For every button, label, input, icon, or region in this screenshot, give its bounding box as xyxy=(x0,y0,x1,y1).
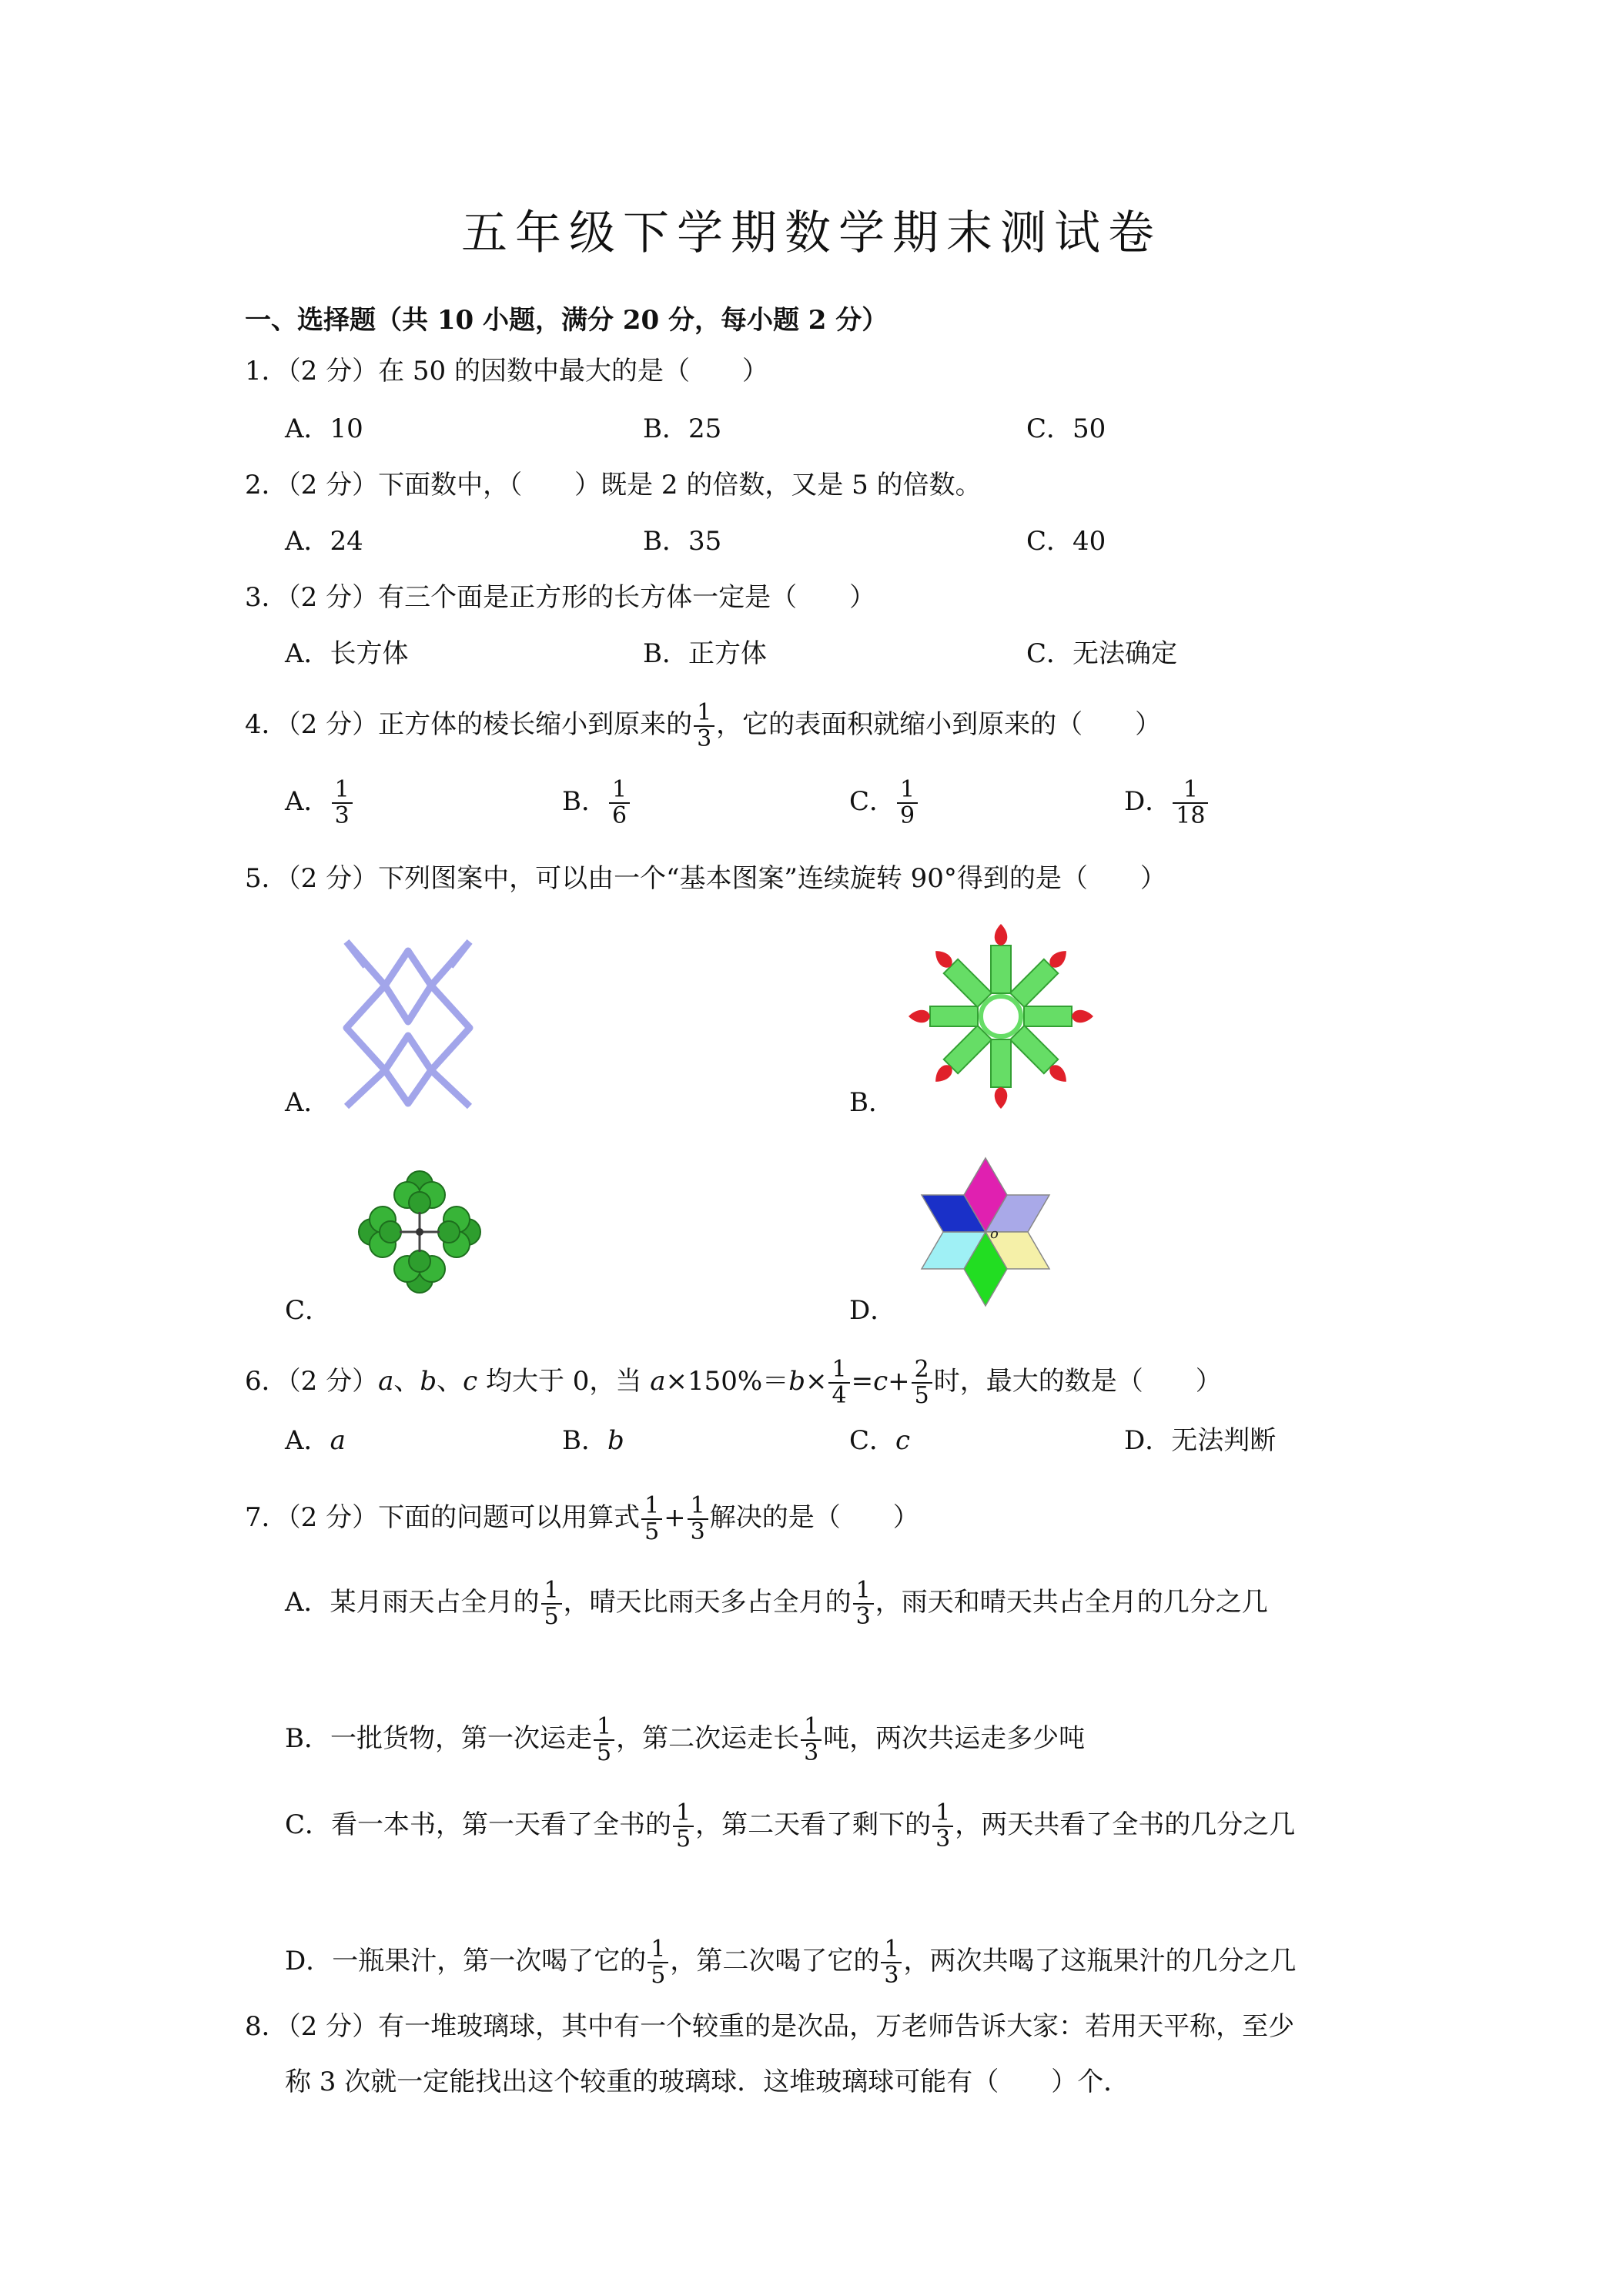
q3-option-c[interactable]: C．无法确定 xyxy=(1026,638,1178,669)
q4-stem-pre: 4．（2 分）正方体的棱长缩小到原来的 xyxy=(245,709,693,740)
fraction-numerator: 1 xyxy=(832,1356,847,1383)
figure-a-lattice xyxy=(339,935,477,1109)
option-text: D．一瓶果汁，第一次喝了它的 xyxy=(285,1946,647,1976)
q7-option-a[interactable] xyxy=(285,1578,1268,1629)
q1-option-b[interactable]: B．25 xyxy=(643,413,722,444)
fraction-numerator: 1 xyxy=(597,1713,612,1740)
option-fraction xyxy=(332,778,353,828)
option-fraction xyxy=(594,1715,614,1766)
q2-option-b[interactable]: B．35 xyxy=(643,526,722,557)
question-3: 3．（2 分）有三个面是正方形的长方体一定是（ ） xyxy=(245,582,876,613)
fraction-numerator: 1 xyxy=(644,1492,660,1519)
var-b: b xyxy=(420,1366,437,1397)
option-text: ，两次共喝了这瓶果汁的几分之几 xyxy=(903,1946,1297,1976)
option-fraction xyxy=(801,1715,822,1766)
figure-c-clovers xyxy=(339,1147,500,1317)
question-6 xyxy=(245,1357,1222,1408)
q2-option-c[interactable]: C．40 xyxy=(1026,526,1106,557)
option-fraction xyxy=(673,1801,694,1852)
option-label: A． xyxy=(285,1425,330,1456)
section-heading: 一、选择题（共 10 小题，满分 20 分，每小题 2 分） xyxy=(245,305,888,336)
option-fraction xyxy=(541,1578,562,1629)
var-c: c xyxy=(873,1366,888,1397)
fraction-denominator: 5 xyxy=(648,1962,668,1988)
fraction-denominator: 6 xyxy=(609,802,630,828)
option-fraction xyxy=(609,778,630,828)
question-5: 5．（2 分）下列图案中，可以由一个“基本图案”连续旋转 90°得到的是（ ） xyxy=(245,863,1166,894)
fraction-denominator: 9 xyxy=(897,802,918,828)
fraction-denominator: 5 xyxy=(673,1826,694,1852)
q6-option-a[interactable] xyxy=(285,1424,346,1458)
fraction-numerator: 1 xyxy=(855,1577,871,1604)
option-text: B．一批货物，第一次运走 xyxy=(285,1723,592,1754)
fraction-numerator: 1 xyxy=(676,1799,691,1826)
option-text: ，第二次运走长 xyxy=(616,1723,800,1754)
var-a: a xyxy=(378,1366,394,1397)
option-fraction xyxy=(881,1937,902,1988)
var-c: c xyxy=(463,1366,478,1397)
fraction-denominator: 3 xyxy=(688,1518,708,1545)
fraction-denominator: 4 xyxy=(828,1382,849,1408)
fraction-numerator: 2 xyxy=(914,1356,929,1383)
option-value: b xyxy=(607,1425,624,1456)
q6-option-d[interactable]: D．无法判断 xyxy=(1124,1425,1277,1456)
option-text: 吨，两次共运走多少吨 xyxy=(823,1723,1086,1754)
q1-option-c[interactable]: C．50 xyxy=(1026,413,1106,444)
q6-plus: + xyxy=(888,1366,910,1397)
option-text: ，第二次喝了它的 xyxy=(670,1946,880,1976)
fraction-denominator: 5 xyxy=(541,1603,562,1629)
q7-fraction-1 xyxy=(641,1494,662,1545)
option-fraction xyxy=(932,1801,953,1852)
q6-sep: 、 xyxy=(437,1366,463,1397)
q6-mid: 均大于 0，当 xyxy=(477,1366,651,1397)
q6-option-b[interactable] xyxy=(562,1424,624,1458)
question-2: 2．（2 分）下面数中，（ ）既是 2 的倍数，又是 5 的倍数。 xyxy=(245,470,982,500)
option-text: ，第二天看了剩下的 xyxy=(695,1809,932,1840)
fraction-numerator: 1 xyxy=(884,1936,899,1963)
page-title: 五年级下学期数学期末测试卷 xyxy=(461,206,1162,260)
q6-times150: ×150%＝ xyxy=(665,1366,789,1397)
q5-option-b[interactable]: B． xyxy=(849,1087,895,1118)
var-a: a xyxy=(650,1366,666,1397)
fraction-numerator: 1 xyxy=(900,776,915,803)
fraction-denominator: 5 xyxy=(594,1739,614,1766)
q6-option-c[interactable] xyxy=(849,1424,910,1458)
q5-option-c[interactable]: C． xyxy=(285,1295,332,1326)
fraction-denominator: 5 xyxy=(641,1518,662,1545)
option-label: B． xyxy=(562,1425,607,1456)
option-text: ，晴天比雨天多占全月的 xyxy=(563,1587,852,1618)
option-text: ，雨天和晴天共占全月的几分之几 xyxy=(875,1587,1268,1618)
q6-number: 6．（2 分） xyxy=(245,1366,379,1397)
q7-stem-post: 解决的是（ ） xyxy=(709,1502,919,1533)
fraction-denominator: 5 xyxy=(912,1382,932,1408)
fraction-denominator: 3 xyxy=(694,725,714,751)
option-value: a xyxy=(330,1425,346,1456)
option-text: A．某月雨天占全月的 xyxy=(285,1587,540,1618)
fraction-numerator: 1 xyxy=(697,699,712,726)
fraction-denominator: 3 xyxy=(881,1962,902,1988)
star-center-label: o xyxy=(990,1226,999,1242)
fraction-numerator: 1 xyxy=(1183,776,1198,803)
var-b: b xyxy=(788,1366,805,1397)
option-text: C．看一本书，第一天看了全书的 xyxy=(285,1809,672,1840)
figure-b-candle-pinwheel xyxy=(905,920,1097,1113)
q6-fraction-2 xyxy=(912,1357,932,1408)
q6-sep: 、 xyxy=(393,1366,420,1397)
fraction-numerator: 1 xyxy=(935,1799,951,1826)
q4-option-c[interactable] xyxy=(849,778,919,828)
fraction-denominator: 3 xyxy=(801,1739,822,1766)
option-fraction xyxy=(648,1937,668,1988)
option-label: C． xyxy=(849,786,896,817)
q6-eq: = xyxy=(851,1366,874,1397)
q1-option-a[interactable]: A．10 xyxy=(285,413,363,444)
option-value: c xyxy=(895,1425,911,1456)
option-fraction xyxy=(897,778,918,828)
fraction-numerator: 1 xyxy=(651,1936,666,1963)
option-label: C． xyxy=(849,1425,896,1456)
option-fraction xyxy=(1173,778,1208,828)
question-7 xyxy=(245,1494,919,1545)
option-fraction xyxy=(853,1578,874,1629)
option-text: ，两天共看了全书的几分之几 xyxy=(955,1809,1296,1840)
fraction-denominator: 3 xyxy=(853,1603,874,1629)
q4-option-b[interactable] xyxy=(562,778,631,828)
q4-stem-fraction xyxy=(694,701,714,751)
q5-option-d[interactable]: D． xyxy=(849,1295,897,1326)
q3-option-a[interactable]: A．长方体 xyxy=(285,638,409,669)
q7-option-c[interactable] xyxy=(285,1801,1295,1852)
q6-fraction-1 xyxy=(828,1357,849,1408)
q7-fraction-2 xyxy=(688,1494,708,1545)
question-8-line-2: 称 3 次就一定能找出这个较重的玻璃球．这堆玻璃球可能有（ ）个． xyxy=(285,2067,1130,2097)
fraction-numerator: 1 xyxy=(690,1492,705,1519)
q7-stem-pre: 7．（2 分）下面的问题可以用算式 xyxy=(245,1502,641,1533)
question-8: 8．（2 分）有一堆玻璃球，其中有一个较重的是次品，万老师告诉大家：若用天平称，至少 xyxy=(245,2011,1295,2042)
fraction-denominator: 18 xyxy=(1173,802,1208,828)
q4-option-d[interactable] xyxy=(1124,778,1210,828)
q4-stem-post: ，它的表面积就缩小到原来的（ ） xyxy=(716,709,1162,740)
q3-option-b[interactable]: B．正方体 xyxy=(643,638,767,669)
option-label: B． xyxy=(562,786,607,817)
fraction-numerator: 1 xyxy=(334,776,350,803)
fraction-numerator: 1 xyxy=(612,776,627,803)
q7-option-b[interactable] xyxy=(285,1715,1085,1766)
question-1: 1．（2 分）在 50 的因数中最大的是（ ） xyxy=(245,356,768,387)
figure-d-rhombus-star xyxy=(909,1143,1062,1320)
q6-times: × xyxy=(805,1366,828,1397)
q7-plus: + xyxy=(664,1502,686,1533)
option-label: D． xyxy=(1124,786,1172,817)
q7-option-d[interactable] xyxy=(285,1937,1296,1988)
fraction-numerator: 1 xyxy=(544,1577,559,1604)
q4-option-a[interactable] xyxy=(285,778,354,828)
question-4 xyxy=(245,701,1161,751)
q2-option-a[interactable]: A．24 xyxy=(285,526,363,557)
option-label: A． xyxy=(285,786,330,817)
q5-option-a[interactable]: A． xyxy=(285,1087,330,1118)
q6-post: 时，最大的数是（ ） xyxy=(933,1366,1222,1397)
fraction-numerator: 1 xyxy=(804,1713,819,1740)
fraction-denominator: 3 xyxy=(332,802,353,828)
fraction-denominator: 3 xyxy=(932,1826,953,1852)
